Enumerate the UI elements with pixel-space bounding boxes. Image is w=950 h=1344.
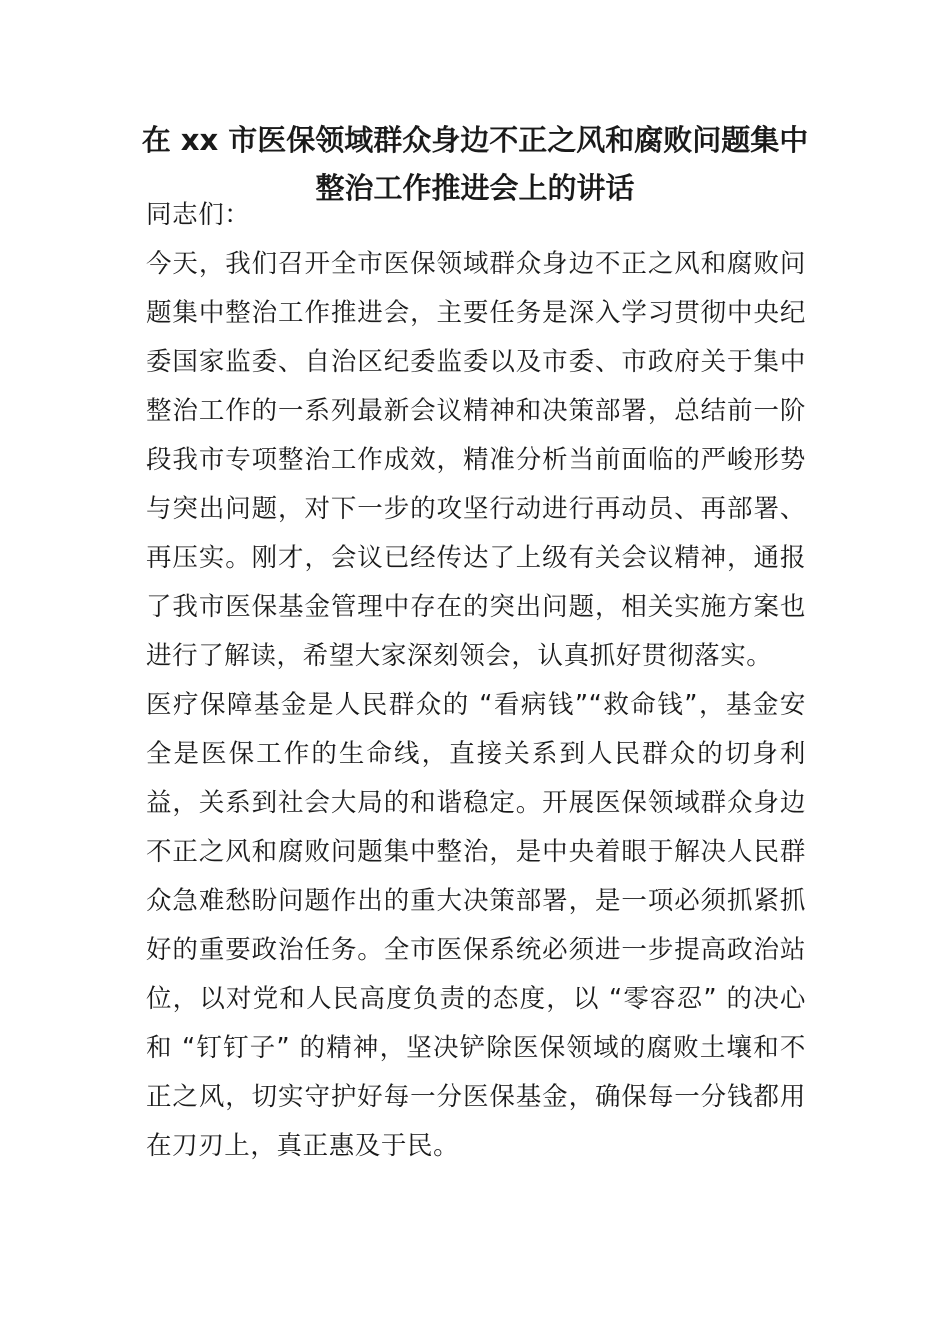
title-line-2: 整治工作推进会上的讲话: [315, 171, 635, 205]
document-body: [146, 191, 806, 1171]
salutation: 同志们：: [146, 200, 251, 230]
title-line-1: 在 xx 市医保领域群众身边不正之风和腐败问题集中: [141, 123, 809, 157]
paragraph-2: 医疗保障基金是人民群众的 “看病钱”“救命钱”，基金安全是医保工作的生命线，直接关系到人民群众的切身利益，关系到社会大局的和谐稳定。开展医保领域群众身边不正之风和腐败问题集中整治，是中央着眼于解决人民群众急难愁盼问题作出的重大决策部署，是一项必须抓紧抓好的重要政治任务。全市医保系统必须进一步提高政治站位，以对党和人民高度负责的态度，以 “零容忍” 的决心和 “钉钉子” 的精神，坚决铲除医保领域的腐败土壤和不正之风，切实守护好每一分医保基金，确保每一分钱都用在刀刃上，真正惠及于民。: [146, 690, 806, 1161]
paragraph-1: 今天，我们召开全市医保领域群众身边不正之风和腐败问题集中整治工作推进会，主要任务是深入学习贯彻中央纪委国家监委、自治区纪委监委以及市委、市政府关于集中整治工作的一系列最新会议精神和决策部署，总结前一阶段我市专项整治工作成效，精准分析当前面临的严峻形势与突出问题，对下一步的攻坚行动进行再动员、再部署、再压实。刚才，会议已经传达了上级有关会议精神，通报了我市医保基金管理中存在的突出问题，相关实施方案也进行了解读，希望大家深刻领会，认真抓好贯彻落实。: [146, 249, 806, 671]
